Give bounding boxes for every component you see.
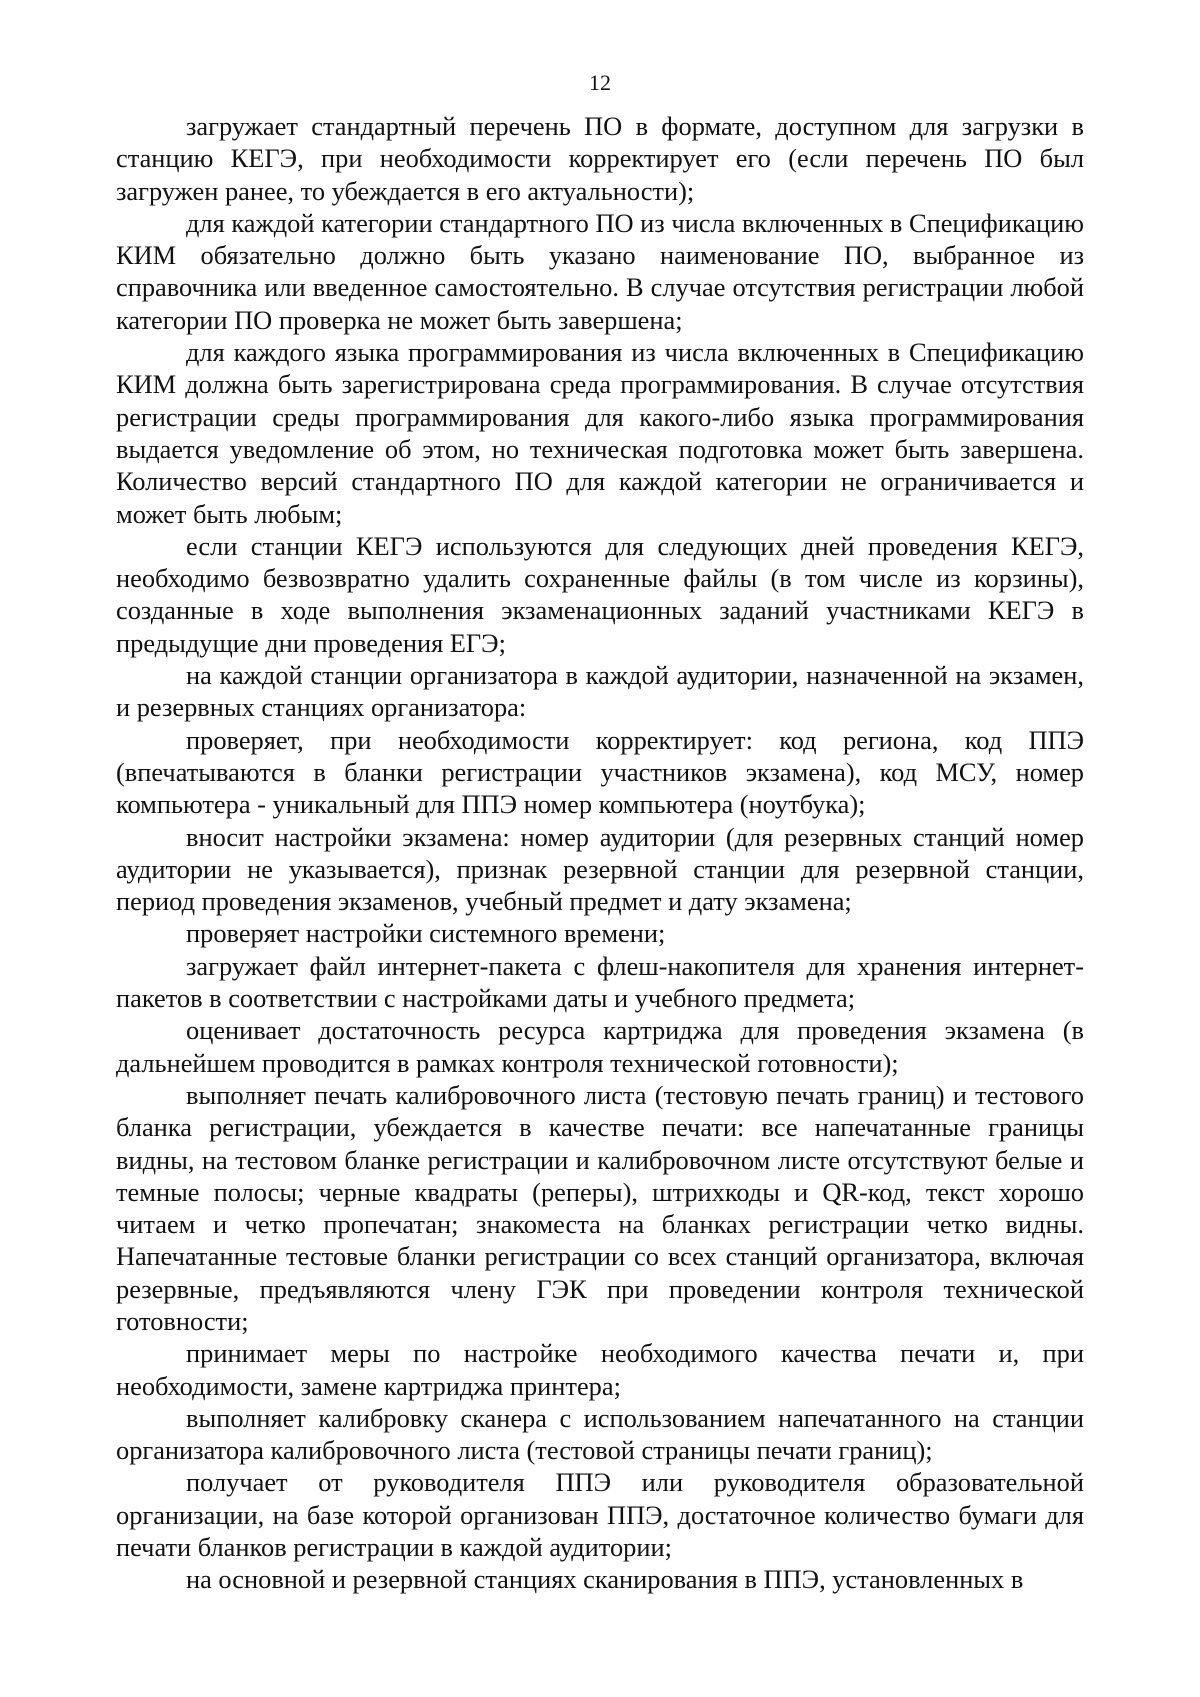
page-number: 12 xyxy=(589,70,611,95)
paragraph: проверяет, при необходимости корректирует: код региона, код ППЭ (впечатываются в бланки регистрации участников экзамена), код МСУ, номер компьютера - уникальный для ППЭ номер компьютера (ноутбука); xyxy=(116,724,1084,820)
paragraph: если станции КЕГЭ используются для следующих дней проведения КЕГЭ, необходимо безвозвратно удалить сохраненные файлы (в том числе из корзины), созданные в ходе выполнения экзаменационных заданий участниками КЕГЭ в предыдущие дни проведения ЕГЭ; xyxy=(116,530,1084,658)
paragraph: выполняет калибровку сканера с использованием напечатанного на станции организатора калибровочного листа (тестовой страницы печати границ); xyxy=(116,1402,1084,1466)
paragraph: на основной и резервной станциях сканирования в ППЭ, установленных в xyxy=(186,1564,1024,1595)
paragraph: для каждой категории стандартного ПО из числа включенных в Спецификацию КИМ обязательно должно быть указано наименование ПО, выбранное из справочника или введенное самостоятельно. В случае отсутствия регистрации любой категории ПО проверка не может быть завершена; xyxy=(116,207,1084,335)
paragraph: получает от руководителя ППЭ или руководителя образовательной организации, на базе которой организован ППЭ, достаточное количество бумаги для печати бланков регистрации в каждой аудитории; xyxy=(116,1467,1084,1563)
paragraph: загружает стандартный перечень ПО в формате, доступном для загрузки в станцию КЕГЭ, при необходимости корректирует его (если перечень ПО был загружен ранее, то убеждается в его актуальности); xyxy=(116,111,1084,206)
paragraph: загружает файл интернет-пакета с флеш-накопителя для хранения интернет-пакетов в соответствии с настройками даты и учебного предмета; xyxy=(116,950,1084,1014)
paragraph: проверяет настройки системного времени; xyxy=(186,918,666,949)
paragraph: вносит настройки экзамена: номер аудитории (для резервных станций номер аудитории не указывается), признак резервной станции для резервной станции, период проведения экзаменов, учебный предмет и дату экзамена; xyxy=(116,821,1084,917)
document-body xyxy=(116,110,1084,1596)
paragraph: выполняет печать калибровочного листа (тестовую печать границ) и тестового бланка регистрации, убеждается в качестве печати: все напечатанные границы видны, на тестовом бланке регистрации и калибровочном листе отсутствуют белые и темные полосы; черные квадраты (реперы), штрихкоды и QR-код, текст хорошо читаем и четко пропечатан; знакоместа на бланках регистрации четко видны. Напечатанные тестовые бланки регистрации со всех станций организатора, включая резервные, предъявляются члену ГЭК при проведении контроля технической готовности; xyxy=(116,1079,1084,1336)
paragraph: принимает меры по настройке необходимого качества печати и, при необходимости, замене картриджа принтера; xyxy=(116,1338,1084,1401)
paragraph: на каждой станции организатора в каждой аудитории, назначенной на экзамен, и резервных станциях организатора: xyxy=(116,660,1084,723)
paragraph: для каждого языка программирования из числа включенных в Спецификацию КИМ должна быть зарегистрирована среда программирования. В случае отсутствия регистрации среды программирования для какого-либо языка программирования выдается уведомление об этом, но техническая подготовка может быть завершена. Количество версий стандартного ПО для каждой категории не ограничивается и может быть любым; xyxy=(116,337,1084,529)
paragraph: оценивает достаточность ресурса картриджа для проведения экзамена (в дальнейшем проводится в рамках контроля технической готовности); xyxy=(116,1015,1084,1078)
